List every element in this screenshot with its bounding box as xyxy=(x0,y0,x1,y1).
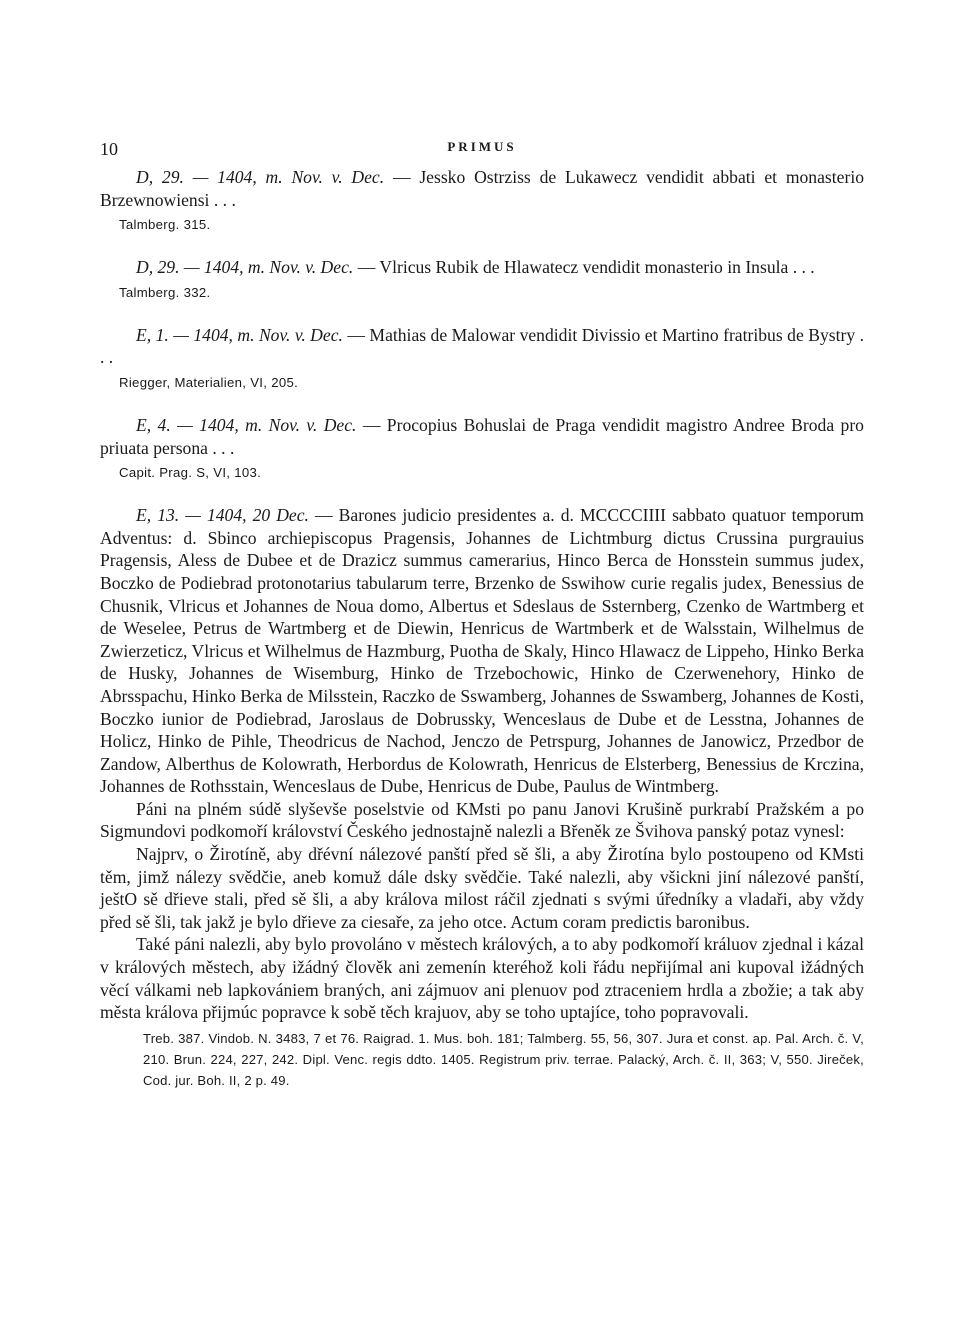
entry-date: E, 13. — 1404, 20 Dec. xyxy=(136,505,309,526)
entry-text: — Jessko Ostrziss de Lukawecz vendidit abbati et monasterio Brzewnowiensi . . . xyxy=(100,167,865,210)
czech-paragraph: Páni na plném súdě slyševše poselstvie od KMsti po panu Janovi Krušině purkrabí Pražském a po Sigmundovi podkomoří království Českého jednostajně nalezli a Břeněk ze Švihova panský potaz vynesl: xyxy=(100,798,864,842)
czech-paragraph: Také páni nalezli, aby bylo provoláno v městech králových, a to aby podkomoří králuov zjednal i kázal v králových městech, aby ižádný člověk ani zemenín kteréhož koli řádu nepřijímal ani kupoval ižádných věcí válkami neb lapkovániem braných, ani zájmuov ani plenuov pod ztraceniem hrdla a zbožie; a tak aby města králova přijmúc popravce k sobě těch krajuov, aby se toho uptajíce, toho popravovali. xyxy=(100,934,864,1023)
entry-source: Capit. Prag. S, VI, 103. xyxy=(119,465,262,481)
entry-date: D, 29. — 1404, m. Nov. v. Dec. xyxy=(136,167,385,187)
entry xyxy=(100,414,864,483)
references: Treb. 387. Vindob. N. 3483, 7 et 76. Raigrad. 1. Mus. boh. 181; Talmberg. 55, 56, 307. Jura et const. ap. Pal. Arch. č. V, 210. Brun. 224, 227, 242. Dipl. Venc. regis ddto. 1405. Registrum priv. terrae. Palacký, Arch. č. II, 363; V, 550. Jireček, Cod. jur. Boh. II, 2 p. 49. xyxy=(143,1030,864,1088)
entry-text: — Mathias de Malowar vendidit Divissio et Martino fratribus de Bystry . . . xyxy=(100,324,864,368)
entry-date: E, 4. — 1404, m. Nov. v. Dec. xyxy=(136,414,357,435)
entry xyxy=(100,324,864,393)
document-page xyxy=(100,136,864,1091)
entry xyxy=(100,166,864,235)
page-header xyxy=(100,136,864,166)
main-entry xyxy=(100,504,864,1091)
page-number: 10 xyxy=(100,139,118,159)
entry-date: E, 1. — 1404, m. Nov. v. Dec. xyxy=(136,324,343,345)
entry-source: Talmberg. 332. xyxy=(119,284,211,300)
entry-text: — Vlricus Rubik de Hlawatecz vendidit monasterio in Insula . . . xyxy=(357,257,815,278)
running-head: PRIMUS xyxy=(447,139,517,154)
entry-source: Talmberg. 315. xyxy=(119,217,211,233)
entry-source: Riegger, Materialien, VI, 205. xyxy=(119,374,299,390)
entry-text: — Procopius Bohuslai de Praga vendidit magistro Andree Broda pro priuata persona . . . xyxy=(100,414,864,458)
entry xyxy=(100,256,864,303)
entry-date: D, 29. — 1404, m. Nov. v. Dec. xyxy=(136,257,354,278)
entry-text: — Barones judicio presidentes a. d. MCCCCIIII sabbato quatuor temporum Adventus: d. Sbinco archiepiscopus Pragensis, Johannes de Lichtmburg dictus Crussina purgrauius Pragensis, Aless de Dubee et de Drazicz summus camerarius, Hinco Berca de Honsstein summus judex, Boczko de Podiebrad protonotarius tabularum terre, Brzenko de Sswihow curie regalis judex, Benessius de Chusnik, Vlricus et Johannes de Noua domo, Albertus et Sdeslaus de Ssternberg, Czenko de Wartmberg et de Weselee, Petrus de Wartmberg et de Diewin, Henricus de Wartmberk et de Walsstain, Wilhelmus de Zwierzeticz, Vlricus et Wilhelmus de Hazmburg, Puotha de Skaly, Hinco Hlawacz de Lippeho, Hinko Berka de Husky, Johannes de Wisemburg, Hinko de Trzebochowic, Hinko de Czerwenehory, Hinko de Abrsspachu, Hinko Berka de Milsstein, Raczko de Sswamberg, Johannes de Sswamberg, Johannes de Kosti, Boczko iunior de Podiebrad, Jaroslaus de Dobrussky, Wenceslaus de Dube et de Lesstna, Johannes de Holicz, Hinko de Pihle, Theodricus de Nachod, Jenczo de Petrspurg, Johannes de Janowicz, Przedbor de Zandow, Alberthus de Kolowrath, Herbordus de Kolowrath, Henricus de Elsterberg, Benessius de Krczina, Johannes de Rothsstain, Wenceslaus de Dube, Henricus de Dube, Paulus de Wintmberg. xyxy=(100,505,864,797)
czech-paragraph: Najprv, o Žirotíně, aby dřévní nálezové panští před sě šli, a aby Žirotína bylo postoupeno od KMsti těm, jimž nálezy svědčie, aneb komuž dále dsky svědčie. Také nalezli, aby všickni jiní nálezové panští, ještO sě dřieve stali, před sě šli, a aby králova milost ráčil zjednati s svými úředníky a vladaři, aby vždy před sě šli, tak jakž je bylo dřieve za ciesaře, za jeho otce. Actum coram predictis baronibus. xyxy=(100,844,864,932)
